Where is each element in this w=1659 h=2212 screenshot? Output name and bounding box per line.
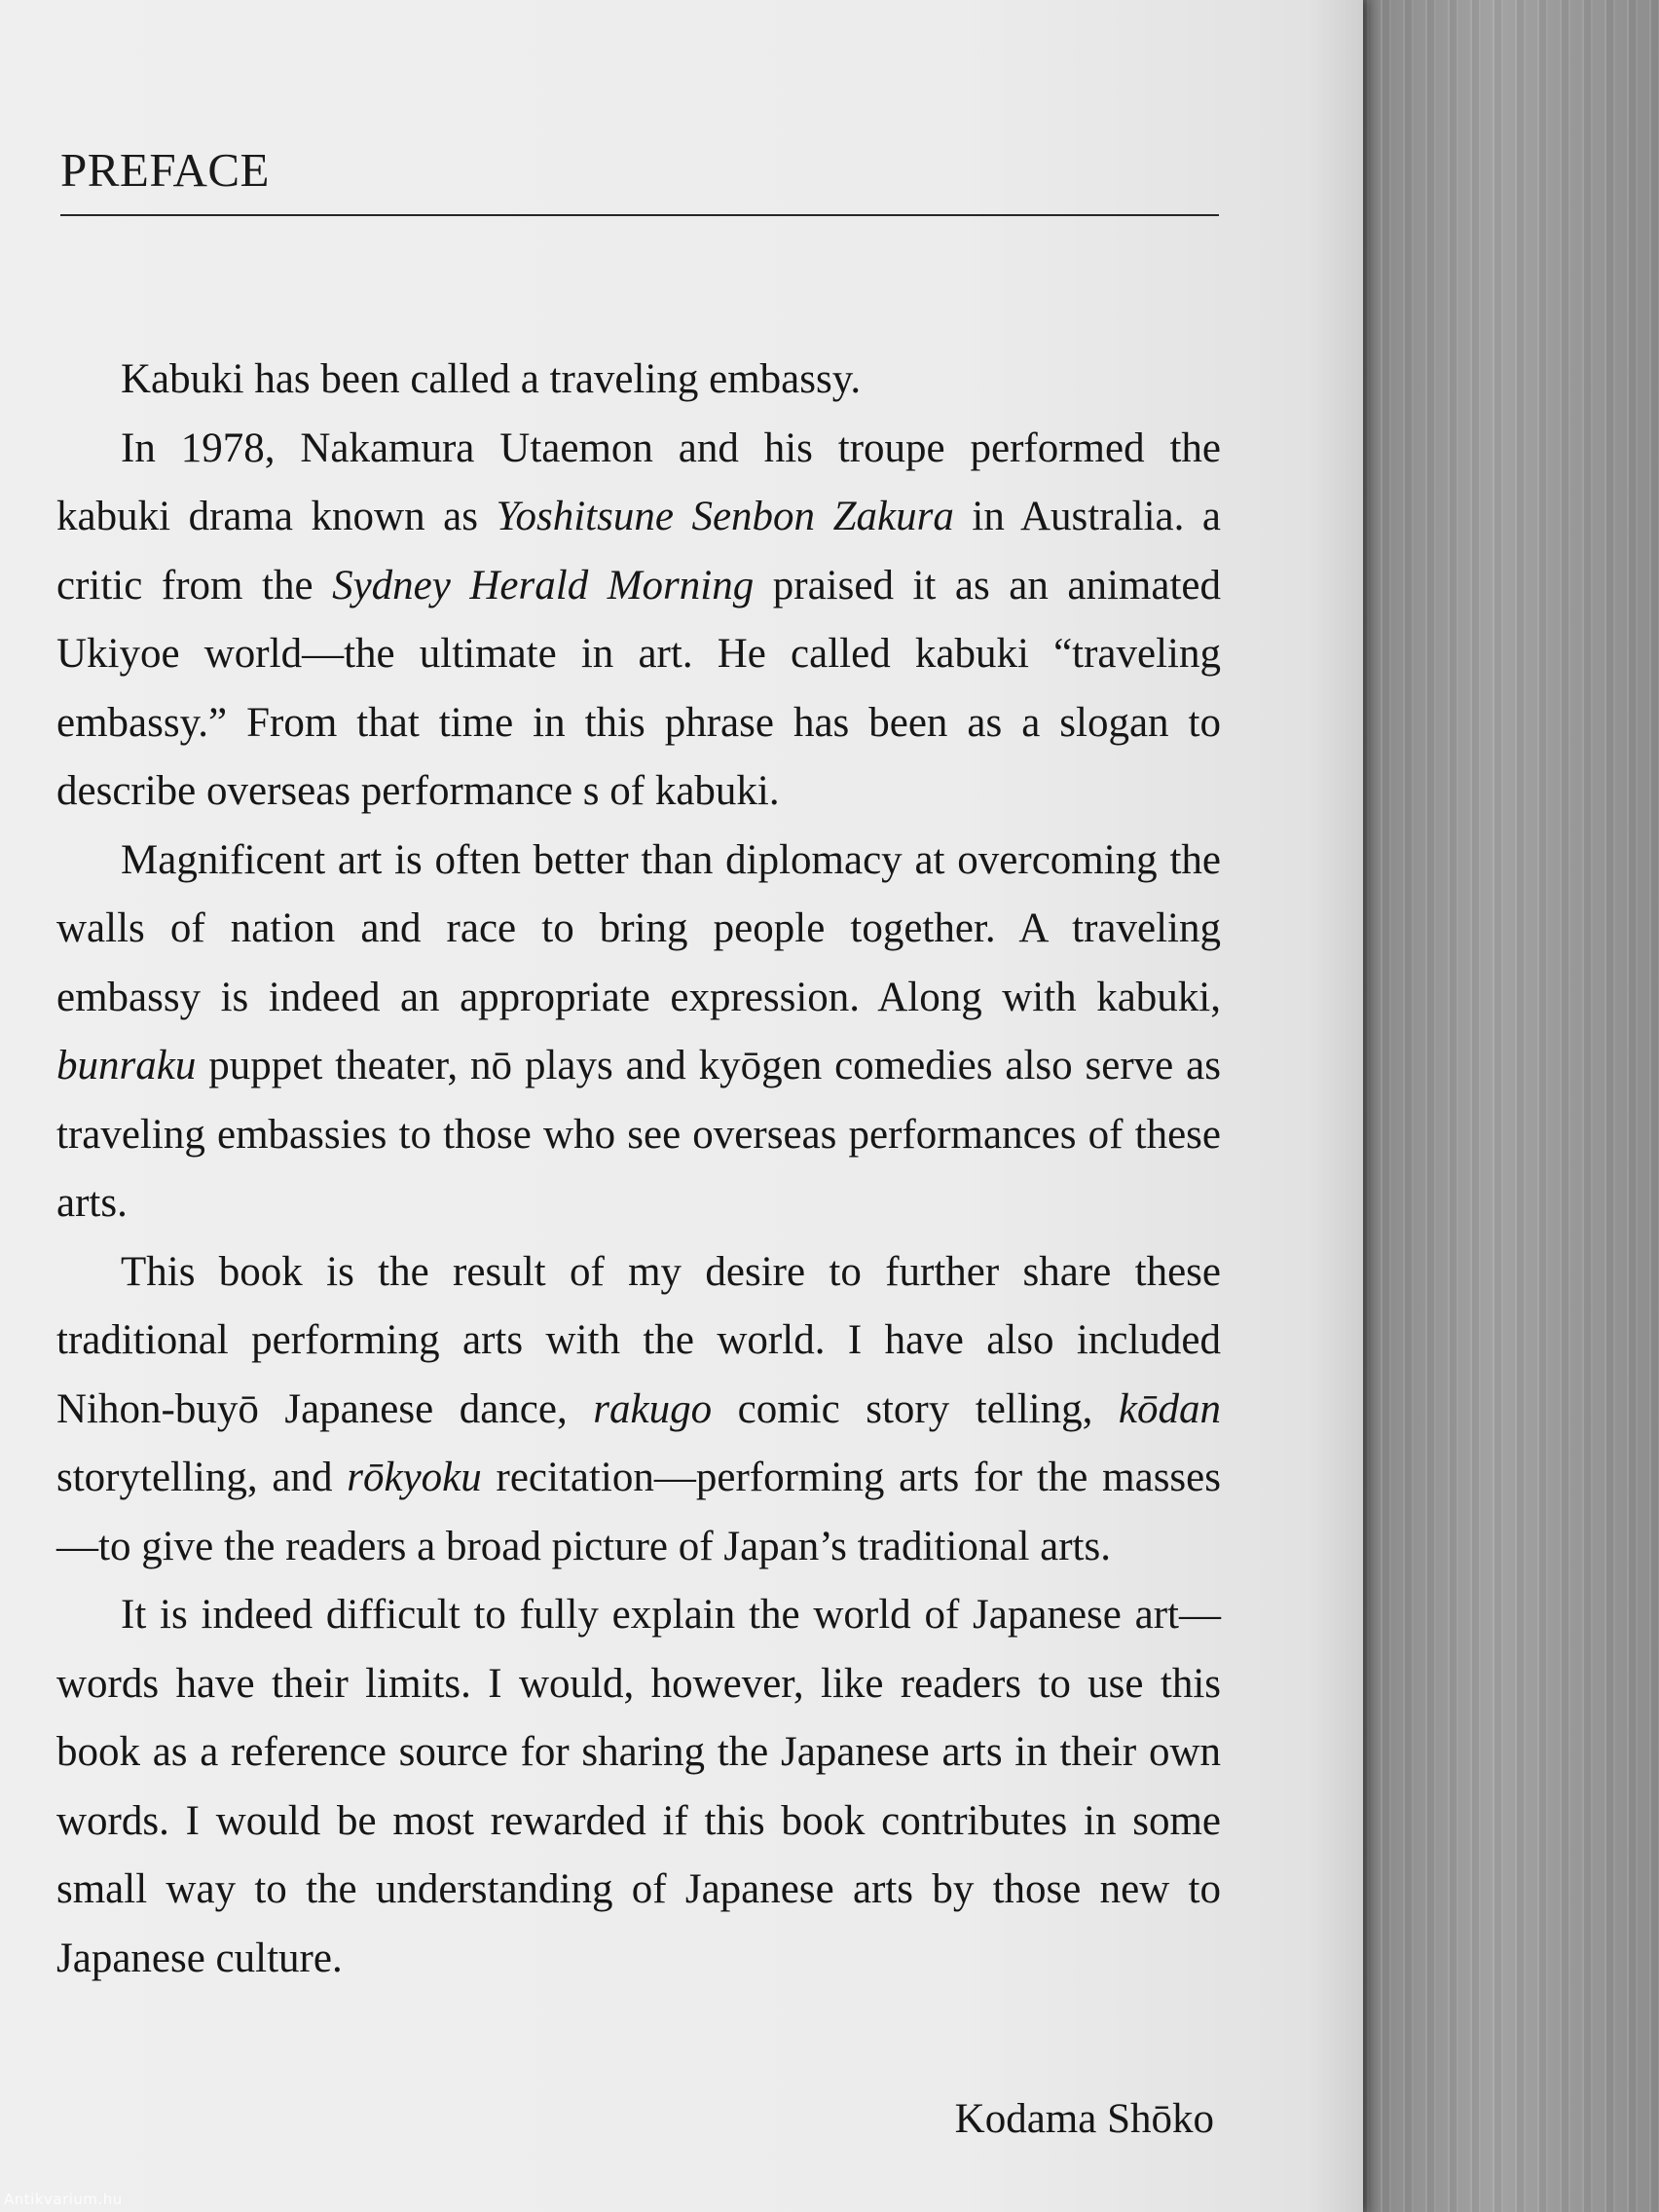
paragraph-1 (56, 346, 1221, 415)
text-run: puppet theater, nō plays and kyōgen comedies also serve as traveling embassies to those who see overseas performances of these arts. (56, 1043, 1221, 1226)
italic-term: kōdan (1118, 1385, 1222, 1432)
paragraph-4 (56, 1238, 1221, 1582)
preface-body (56, 346, 1221, 1993)
text-run: It is indeed difficult to fully explain the world of Japanese art—words have their limits. I would, however, like readers to use this book as a reference source for sharing the Japanese arts in their own words. I would be most rewarded if this book contributes in some small way to the understanding of Japanese arts by those new to Japanese culture. (56, 1592, 1221, 1981)
text-run: in Australia. a critic from the (56, 494, 1222, 608)
text-run: This book is the result of my desire to further share these traditional performing arts with the world. I have also included Nihon-buyō Japanese dance, (56, 1248, 1221, 1432)
paragraph-2 (56, 415, 1221, 827)
text-run: In 1978, Nakamura Utaemon and his troupe performed the kabuki drama known as (56, 424, 1221, 539)
author-signature: Kodama Shōko (954, 2096, 1214, 2142)
italic-term: rakugo (593, 1385, 713, 1432)
watermark: Antikvarium.hu (4, 2191, 123, 2208)
page-heading: PREFACE (60, 143, 270, 197)
italic-term: Yoshitsune Senbon Zakura (496, 494, 954, 539)
text-run: praised it as an animated Ukiyoe world—the ultimate in art. He called kabuki “traveling embassy.” From that time in this phrase has been as a slogan to describe overseas performance s of kabuki. (56, 562, 1221, 814)
paragraph-3 (56, 827, 1221, 1238)
italic-term: Sydney Herald Morning (332, 562, 755, 608)
text-run: storytelling, and (56, 1455, 348, 1500)
text-run: recitation—performing arts for the masses—to give the readers a broad picture of Japan’s traditional arts. (56, 1455, 1221, 1569)
italic-term: rōkyoku (347, 1455, 482, 1500)
text-run: Magnificent art is often better than diplomacy at overcoming the walls of nation and race to bring people together. A traveling embassy is indeed an appropriate expression. Along with kabuki, (56, 836, 1221, 1020)
heading-rule (60, 214, 1219, 216)
text-run: comic story telling, (712, 1385, 1119, 1432)
facing-page (1358, 0, 1659, 2212)
text-run: Kabuki has been called a traveling embassy. (121, 356, 862, 402)
italic-term: bunraku (56, 1043, 197, 1088)
paragraph-5 (56, 1581, 1221, 1993)
